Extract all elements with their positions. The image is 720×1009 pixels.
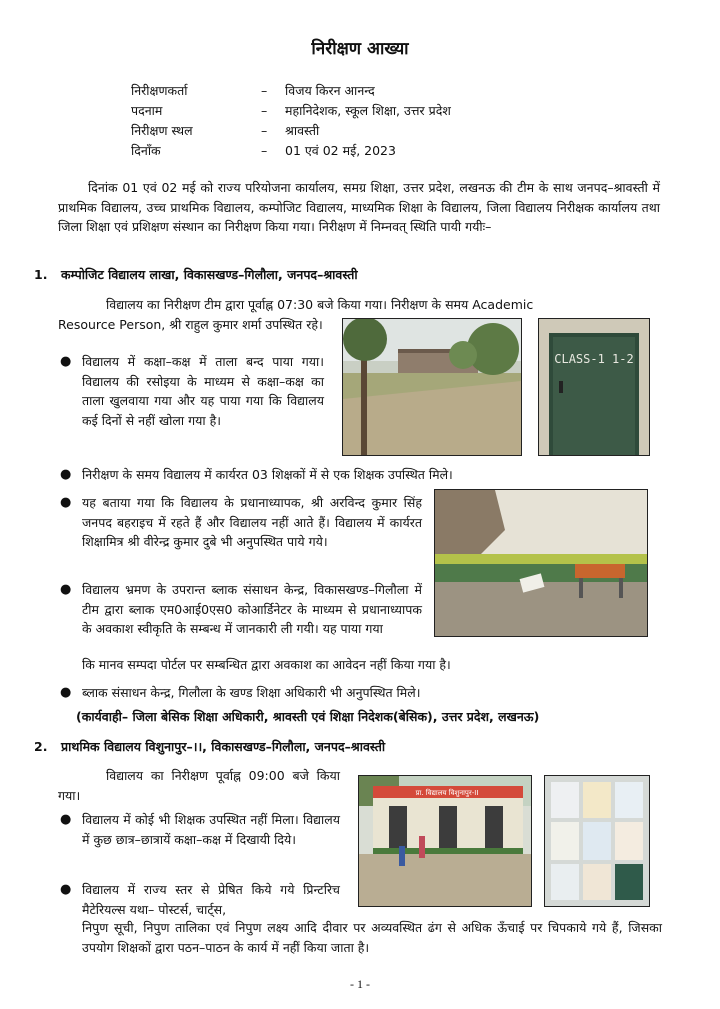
photo-door-label: CLASS-1 1-2: [554, 352, 634, 366]
section-title: कम्पोजिट विद्यालय लाखा, विकासखण्ड–गिलौला, जनपद–श्रावस्ती: [61, 267, 358, 282]
meta-value: महानिदेशक, स्कूल शिक्षा, उत्तर प्रदेश: [285, 103, 451, 118]
meta-value: विजय किरन आनन्द: [285, 83, 375, 98]
bullet-text: विद्यालय में कक्षा–कक्ष में ताला बन्द पाया गया। विद्यालय की रसोइया के माध्यम से कक्षा–कक्ष का ताला खुलवाया गया और यह पाया गया कि विद्यालय कई दिनों से नहीं खोला गया है।: [82, 354, 324, 428]
bullet-text: यह बताया गया कि विद्यालय के प्रधानाध्यापक, श्री अरविन्द कुमार सिंह जनपद बहराइच में रहते हैं और विद्यालय नहीं आते हैं। विद्यालय में कार्यरत शिक्षामित्र श्री वीरेन्द्र कुमार दुबे भी अनुपस्थित पाये गये।: [82, 495, 422, 549]
intro-paragraph: दिनांक 01 एवं 02 मई को राज्य परियोजना कार्यालय, समग्र शिक्षा, उत्तर प्रदेश, लखनऊ की टीम के साथ जनपद–श्रावस्ती में प्राथमिक विद्यालय, उच्च प्राथमिक विद्यालय, कम्पोजिट विद्यालय, माध्यमिक शिक्षा के विद्यालय, जिला विद्यालय निरीक्षक कार्यालय तथा जिला शिक्षा एवं प्रशिक्षण संस्थान का निरीक्षण किया गया। निरीक्षण में निम्नवत् स्थिति पायी गयीः–: [58, 180, 660, 234]
meta-key: निरीक्षणकर्ता: [131, 83, 188, 98]
bullet-dot-icon: ●: [60, 495, 72, 510]
section-2-lead: विद्यालय का निरीक्षण पूर्वाह्न 09:00 बजे किया गया।: [58, 768, 340, 803]
page-number: - 1 -: [350, 977, 370, 991]
meta-dash: –: [261, 123, 268, 138]
bullet-dot-icon: ●: [60, 812, 72, 827]
section-2-heading: [34, 738, 385, 755]
bullet-text: निरीक्षण के समय विद्यालय में कार्यरत 03 शिक्षकों में से एक शिक्षक उपस्थित मिले।: [82, 467, 453, 482]
meta-row-designation: [131, 101, 451, 121]
section-1-lead-line2: Resource Person, श्री राहुल कुमार शर्मा उपस्थित रहे।: [58, 317, 323, 332]
bullet-dot-icon: ●: [60, 685, 72, 700]
section-1-bullet-4-continuation: कि मानव सम्पदा पोर्टल पर सम्बन्धित द्वारा अवकाश का आवेदन नहीं किया गया है।: [82, 657, 451, 672]
bullet-text: विद्यालय भ्रमण के उपरान्त ब्लाक संसाधन केन्द्र, विकासखण्ड–गिलौला में टीम द्वारा ब्लाक एम0आई0एस0 कोआर्डिनेटर के माध्यम से प्रधानाध्यापक के अवकाश स्वीकृति के सम्बन्ध में जानकारी ली गयी। यह पाया गया: [82, 582, 422, 636]
section-1-bullet-2: [60, 465, 662, 485]
meta-key: निरीक्षण स्थल: [131, 123, 193, 138]
section-2-bullet-2-continuation: निपुण सूची, निपुण तालिका एवं निपुण लक्ष्य आदि दीवार पर अव्यवस्थित ढंग से अधिक ऊँचाई पर चिपकाये गये हैं, जिसका उपयोग शिक्षकों द्वारा पठन–पाठन के कार्य में नहीं किया जाता है।: [82, 920, 662, 955]
meta-value: 01 एवं 02 मई, 2023: [285, 143, 396, 158]
bullet-dot-icon: ●: [60, 354, 72, 369]
locked-classroom-door-photo: [538, 318, 650, 456]
meta-value: श्रावस्ती: [285, 123, 320, 138]
section-1-bullet-5: [60, 683, 662, 703]
section-1-heading: [34, 266, 358, 283]
bullet-dot-icon: ●: [60, 582, 72, 597]
meta-key: दिनाँक: [131, 143, 161, 158]
photo-school-sign: प्रा. विद्यालय विशुनापुर-II: [415, 789, 479, 797]
section-2-bullet-2: [60, 880, 340, 919]
school-courtyard-photo: [342, 318, 522, 456]
page-title: निरीक्षण आख्या: [311, 39, 409, 59]
section-title: प्राथमिक विद्यालय विशुनापुर–।।, विकासखण्ड–गिलौला, जनपद–श्रावस्ती: [61, 739, 386, 754]
section-1-bullet-4: [60, 580, 422, 639]
bullet-text: ब्लाक संसाधन केन्द्र, गिलौला के खण्ड शिक्षा अधिकारी भी अनुपस्थित मिले।: [82, 685, 421, 700]
meta-key: पदनाम: [131, 103, 163, 118]
meta-dash: –: [261, 103, 268, 118]
wall-posters-photo: [544, 775, 650, 907]
meta-row-inspector: [131, 81, 451, 101]
section-number: 1.: [34, 267, 48, 282]
section-1-bullet-1: [60, 352, 324, 430]
damaged-classroom-photo: [434, 489, 648, 637]
school-building-photo: [358, 775, 532, 907]
section-2-bullet-1: [60, 810, 340, 849]
section-number: 2.: [34, 739, 48, 754]
meta-dash: –: [261, 143, 268, 158]
meta-row-place: [131, 121, 451, 141]
section-1-bullet-3: [60, 493, 422, 552]
section-1-lead-line1: विद्यालय का निरीक्षण टीम द्वारा पूर्वाह्न 07:30 बजे किया गया। निरीक्षण के समय Academic: [106, 297, 534, 312]
meta-dash: –: [261, 83, 268, 98]
bullet-text: विद्यालय में कोई भी शिक्षक उपस्थित नहीं मिला। विद्यालय में कुछ छात्र–छात्रायें कक्षा–कक्ष में दिखायी दिये।: [82, 812, 340, 847]
bullet-dot-icon: ●: [60, 882, 72, 897]
inspection-meta: [131, 81, 451, 161]
section-1-action-note: (कार्यवाही– जिला बेसिक शिक्षा अधिकारी, श्रावस्ती एवं शिक्षा निदेशक(बेसिक), उत्तर प्रदेश, लखनऊ): [76, 709, 540, 724]
meta-row-date: [131, 141, 451, 161]
bullet-text: विद्यालय में राज्य स्तर से प्रेषित किये गये प्रिन्टरिच मैटेरियल्स यथा– पोस्टर्स, चार्ट्स,: [82, 882, 340, 917]
bullet-dot-icon: ●: [60, 467, 72, 482]
